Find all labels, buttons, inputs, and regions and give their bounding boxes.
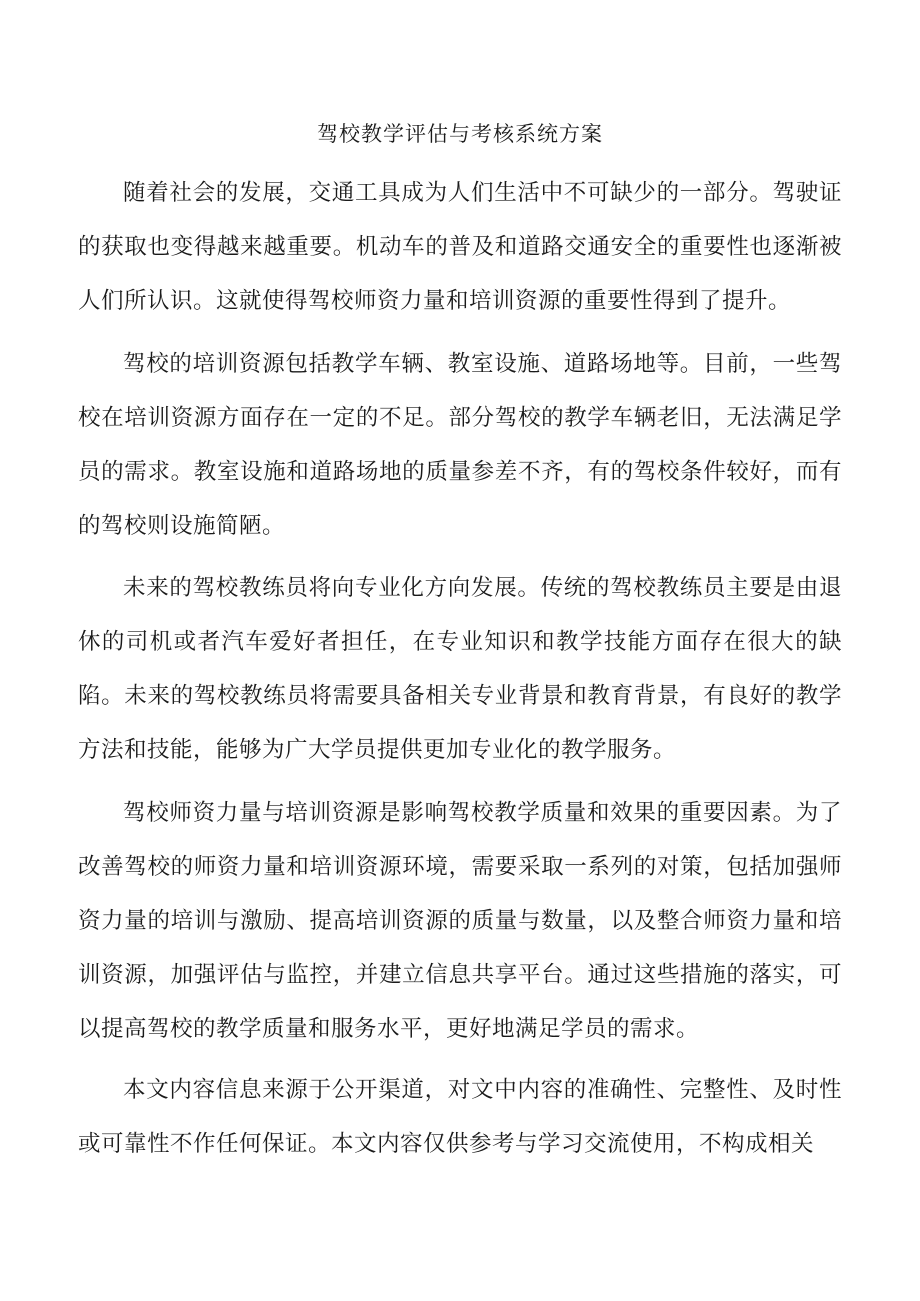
paragraph-development: 随着社会的发展，交通工具成为人们生活中不可缺少的一部分。驾驶证的获取也变得越来越重要。机动车的普及和道路交通安全的重要性也逐渐被人们所认识。这就使得驾校师资力量和培训资源的重要性得到了提升。	[78, 180, 842, 314]
paragraph-disclaimer: 本文内容信息来源于公开渠道，对文中内容的准确性、完整性、及时性或可靠性不作任何保证。本文内容仅供参考与学习交流使用，不构成相关	[78, 1077, 842, 1157]
document-title: 驾校教学评估与考核系统方案	[317, 122, 603, 146]
paragraph-countermeasures: 驾校师资力量与培训资源是影响驾校教学质量和效果的重要因素。为了改善驾校的师资力量和培训资源环境，需要采取一系列的对策，包括加强师资力量的培训与激励、提高培训资源的质量与数量，以及整合师资力量和培训资源，加强评估与监控，并建立信息共享平台。通过这些措施的落实，可以提高驾校的教学质量和服务水平，更好地满足学员的需求。	[78, 800, 842, 1042]
paragraph-instructors: 未来的驾校教练员将向专业化方向发展。传统的驾校教练员主要是由退休的司机或者汽车爱好者担任，在专业知识和教学技能方面存在很大的缺陷。未来的驾校教练员将需要具备相关专业背景和教育背景，有良好的教学方法和技能，能够为广大学员提供更加专业化的教学服务。	[78, 575, 842, 763]
paragraph-training-resources: 驾校的培训资源包括教学车辆、教室设施、道路场地等。目前，一些驾校在培训资源方面存在一定的不足。部分驾校的教学车辆老旧，无法满足学员的需求。教室设施和道路场地的质量参差不齐，有的驾校条件较好，而有的驾校则设施简陋。	[78, 351, 842, 539]
